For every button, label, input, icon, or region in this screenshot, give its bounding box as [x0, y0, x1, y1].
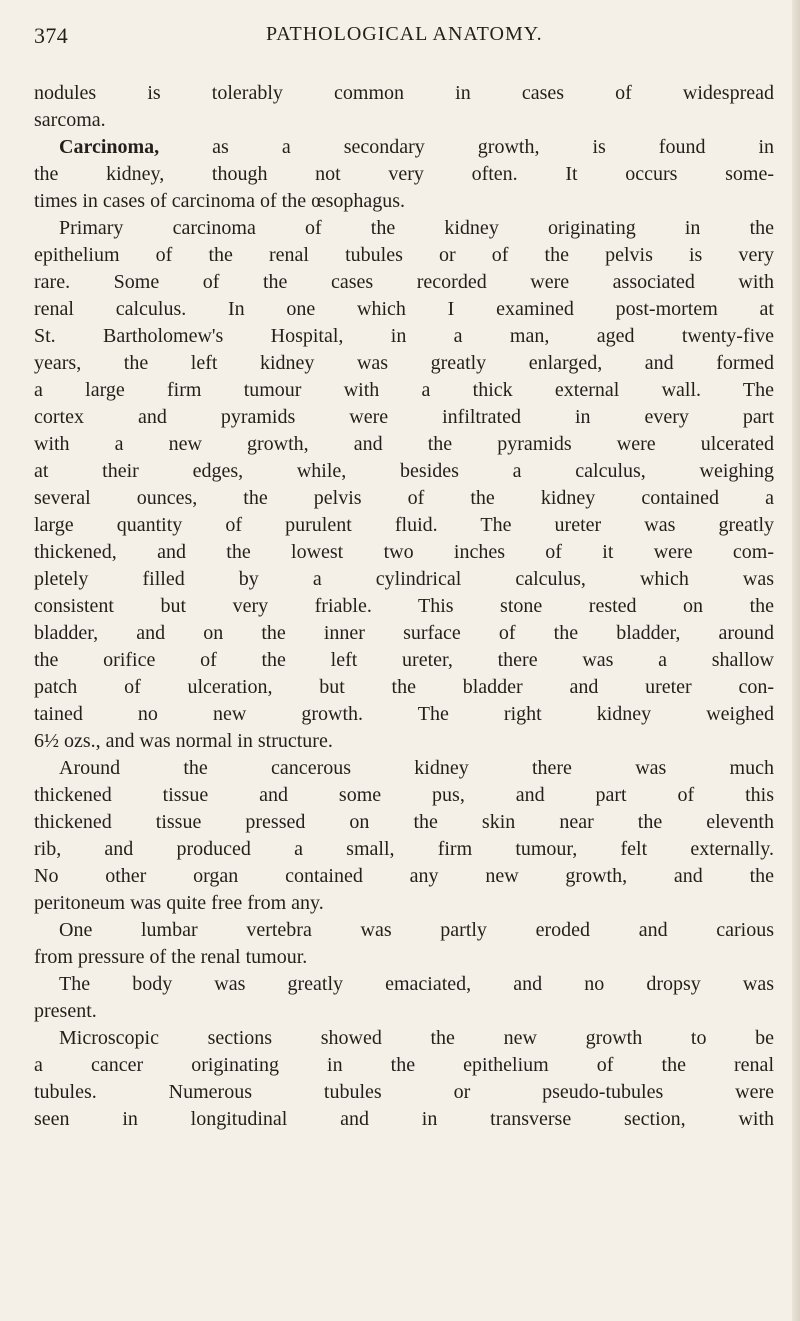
text-line: present.: [34, 1000, 97, 1022]
text-line: 6½ ozs., and was normal in structure.: [34, 730, 333, 752]
text-line: Around the cancerous kidney there was much: [59, 757, 774, 779]
page-edge-shadow: [792, 0, 800, 1321]
text-line: The body was greatly emaciated, and no dropsy was: [59, 973, 774, 995]
bold-term-carcinoma: Carcinoma,: [59, 136, 160, 158]
text-line: thickened tissue and some pus, and part of this: [34, 784, 774, 806]
text-line: pletely filled by a cylindrical calculus, which was: [34, 568, 774, 590]
text-line: epithelium of the renal tubules or of the pelvis is very: [34, 244, 774, 266]
text-line: peritoneum was quite free from any.: [34, 892, 324, 914]
text-line: the orifice of the left ureter, there was a shallow: [34, 649, 774, 671]
running-title: PATHOLOGICAL ANATOMY.: [266, 23, 543, 45]
text-line: several ounces, the pelvis of the kidney contained a: [34, 487, 774, 509]
page-number: 374: [34, 23, 69, 48]
text-line: patch of ulceration, but the bladder and ureter con-: [34, 676, 774, 698]
text-line: One lumbar vertebra was partly eroded and carious: [59, 919, 774, 941]
text-line: St. Bartholomew's Hospital, in a man, aged twenty-five: [34, 325, 774, 347]
text-line: from pressure of the renal tumour.: [34, 946, 308, 968]
text-line: rib, and produced a small, firm tumour, felt externally.: [34, 838, 774, 860]
paragraph-carcinoma-start: Carcinoma, as a secondary growth, is found in: [59, 136, 774, 158]
text-line: the kidney, though not very often. It occurs some-: [34, 163, 774, 185]
text-line: at their edges, while, besides a calculus, weighing: [34, 460, 774, 482]
text-line: cortex and pyramids were infiltrated in every part: [34, 406, 774, 428]
body-text: [34, 80, 774, 1133]
text-line: No other organ contained any new growth, and the: [34, 865, 774, 887]
text-line: Primary carcinoma of the kidney originating in the: [59, 217, 774, 239]
text-line: large quantity of purulent fluid. The ureter was greatly: [34, 514, 774, 536]
text-line: renal calculus. In one which I examined post-mortem at: [34, 298, 774, 320]
text-line: nodules is tolerably common in cases of widespread: [34, 82, 774, 104]
text-line: Microscopic sections showed the new growth to be: [59, 1027, 774, 1049]
text-line: a large firm tumour with a thick external wall. The: [34, 379, 774, 401]
running-header: [34, 23, 774, 59]
text-line: seen in longitudinal and in transverse section, with: [34, 1108, 774, 1130]
text-line: with a new growth, and the pyramids were ulcerated: [34, 433, 774, 455]
text-line: sarcoma.: [34, 109, 106, 131]
text-line: rare. Some of the cases recorded were associated with: [34, 271, 774, 293]
text-line: thickened, and the lowest two inches of it were com-: [34, 541, 774, 563]
text-line: thickened tissue pressed on the skin near the eleventh: [34, 811, 774, 833]
text-line: bladder, and on the inner surface of the bladder, around: [34, 622, 774, 644]
text-line: a cancer originating in the epithelium of the renal: [34, 1054, 774, 1076]
text-line: consistent but very friable. This stone rested on the: [34, 595, 774, 617]
text-line: years, the left kidney was greatly enlarged, and formed: [34, 352, 774, 374]
text-line: times in cases of carcinoma of the œsophagus.: [34, 190, 406, 212]
text-line: tained no new growth. The right kidney weighed: [34, 703, 774, 725]
text-line: tubules. Numerous tubules or pseudo-tubules were: [34, 1081, 774, 1103]
